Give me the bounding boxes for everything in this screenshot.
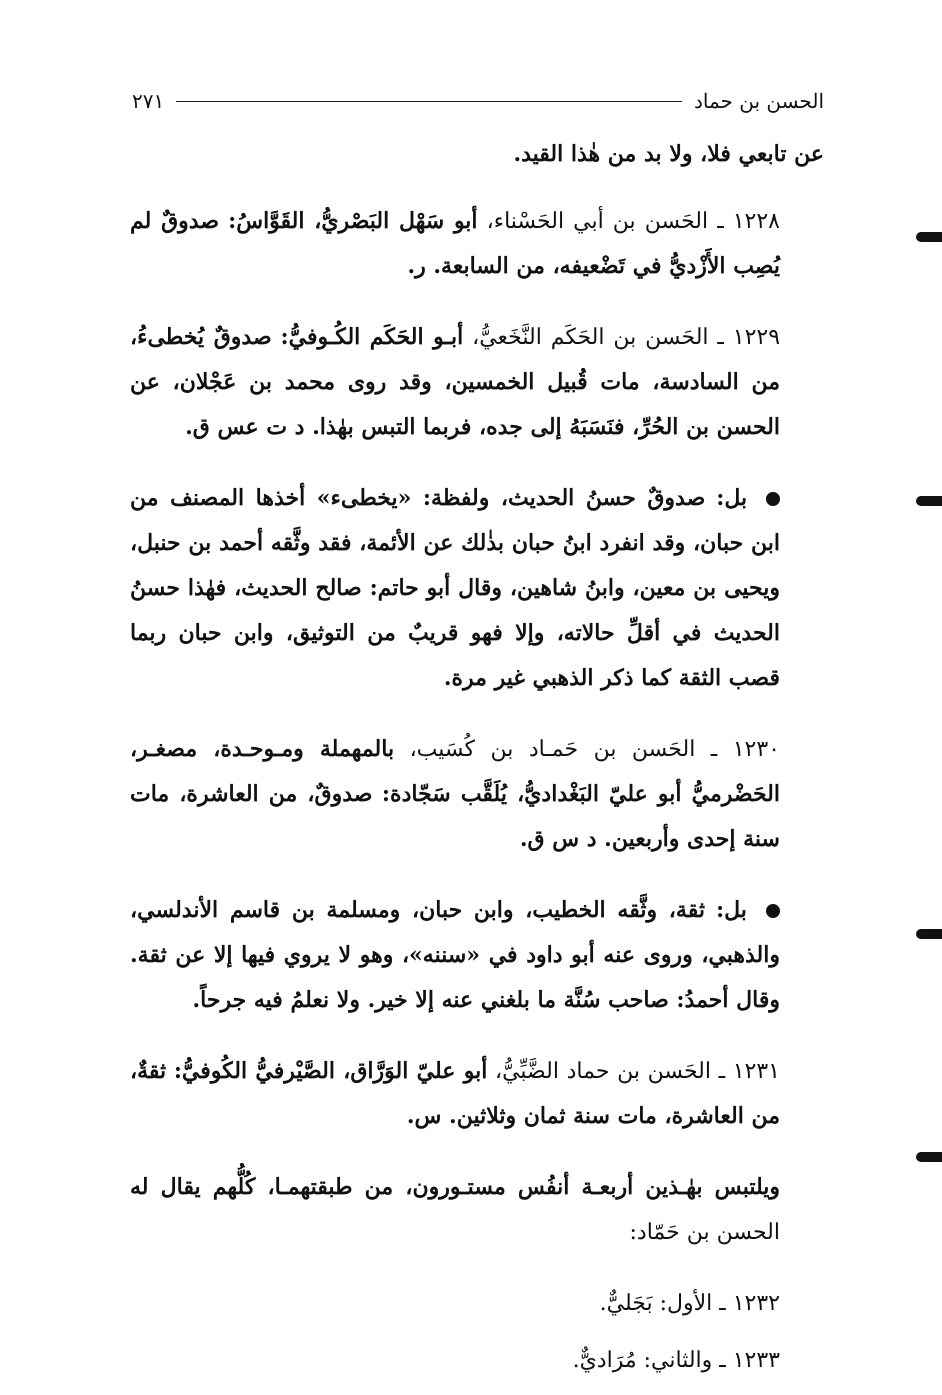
entry-text: والثاني: مُرَاديٌّ. [572,1348,713,1373]
entry-number: ١٢٣٣ ـ [719,1348,780,1373]
commentary-text: ثقة، وثَّقه الخطيب، وابن حبان، ومسلمة بن قاسم الأندلسي، والذهبي، وروى عنه أبو داود في «سننه»، وهو لا يروي فيها إلا عن ثقة. وقال أحمدُ: صاحب سُنَّة ما بلغني عنه إلا خير. ولا نعلمُ فيه جرحاً. [130,897,780,1013]
entry-number: ١٢٣١ ـ [718,1059,780,1084]
entry-name: الحَسن بن أبي الحَسْناء، [486,209,709,234]
entry-kunya: أبو عليّ الوَرَّاق، الصَّيْرفيُّ الكُوفيُّ: [173,1058,488,1084]
page-body [130,132,824,1395]
margin-mark [916,496,942,506]
note-paragraph [130,1165,824,1255]
commentary-text: صدوقٌ حسنُ الحديث، ولفظة: «يخطىء» أخذها المصنف من ابن حبان، وقد انفرد ابنُ حبان بذٰلك عن الأئمة، فقد وثَّقه أحمد بن حنبل، ويحيى بن معين، وابنُ شاهين، وقال أبو حاتم: صالح الحديث، فهٰذا حسنُ الحديث في أقلِّ حالاته، وإلا فهو قريبٌ من التوثيق، وابن حبان ربما قصب الثقة كما ذكر الذهبي غير مرة. [130,485,780,691]
entry-kunya: أبـو الحَكَم الكُـوفيُّ: [280,324,464,350]
entry-name: الحَسن بن حَمـاد بن كُسَيب، [409,737,696,762]
entry-1230 [130,727,824,862]
entry-text: صدوقٌ، من العاشرة، مات سنة إحدى وأربعين. د س ق. [130,781,780,852]
entry-1228 [130,199,824,289]
commentary-lead: بل: [716,897,747,923]
note-text: ويلتبس بهٰـذين أربعـة أنفُس مستـورون، من طبقتهمـا، كُلُّهم يقال له [130,1174,780,1200]
continuation-text: عن تابعي فلا، ولا بد من هٰذا القيد. [513,141,824,167]
commentary-lead: بل: [716,485,748,511]
margin-mark [916,929,942,939]
entry-1232 [130,1281,824,1326]
entry-1233 [130,1338,824,1383]
entry-name: الحَسن بن الحَكَم النَّخَعيُّ، [472,325,709,350]
page-header [132,84,824,118]
bullet-icon [766,904,780,918]
entry-number: ١٢٣٠ ـ [710,737,780,762]
entry-text: صدوقٌ يُخطىءُ، من السادسة، مات قُبيل الخمسين، وقد روى محمد بن عَجْلان، عن الحسن بن الحُرِّ، فنَسَبَهُ إلى جده، فربما التبس بهٰذا. د ت عس ق. [130,324,780,440]
entry-number: ١٢٢٩ ـ [717,325,781,350]
entry-number: ١٢٢٨ ـ [717,209,780,234]
entry-text: صدوقٌ لم يُصِب الأَزْديُّ في تَضْعيفه، من السابعة. ر. [130,208,780,279]
entry-kunya: أبو سَهْل البَصْريُّ، القَوَّاسُ: [228,208,478,234]
entry-1229 [130,315,824,450]
commentary-1229 [130,476,824,701]
running-title: الحسن بن حماد [693,89,824,113]
note-name: الحسن بن حَمّاد: [629,1220,780,1245]
page-number: ٢٧١ [132,89,165,113]
header-rule [176,101,682,102]
continuation-paragraph [130,132,824,177]
entry-text: ثقةٌ، من العاشرة، مات سنة ثمان وثلاثين. س. [130,1058,780,1129]
entry-name: الحَسن بن حماد الضَّبِّيُّ، [494,1059,711,1084]
entry-text: الأول: بَجَليٌّ. [599,1291,713,1316]
commentary-1230 [130,888,824,1023]
entry-number: ١٢٣٢ ـ [719,1291,780,1316]
bullet-icon [766,492,780,506]
entry-1231 [130,1049,824,1139]
entry-kunya: بالمهملة ومـوحـدة، مصغـر، الحَضْرميُّ أبو عليّ البَغْداديُّ، يُلَقَّب سَجّادة: [130,736,781,807]
margin-mark [916,232,942,242]
margin-mark [916,1152,942,1162]
